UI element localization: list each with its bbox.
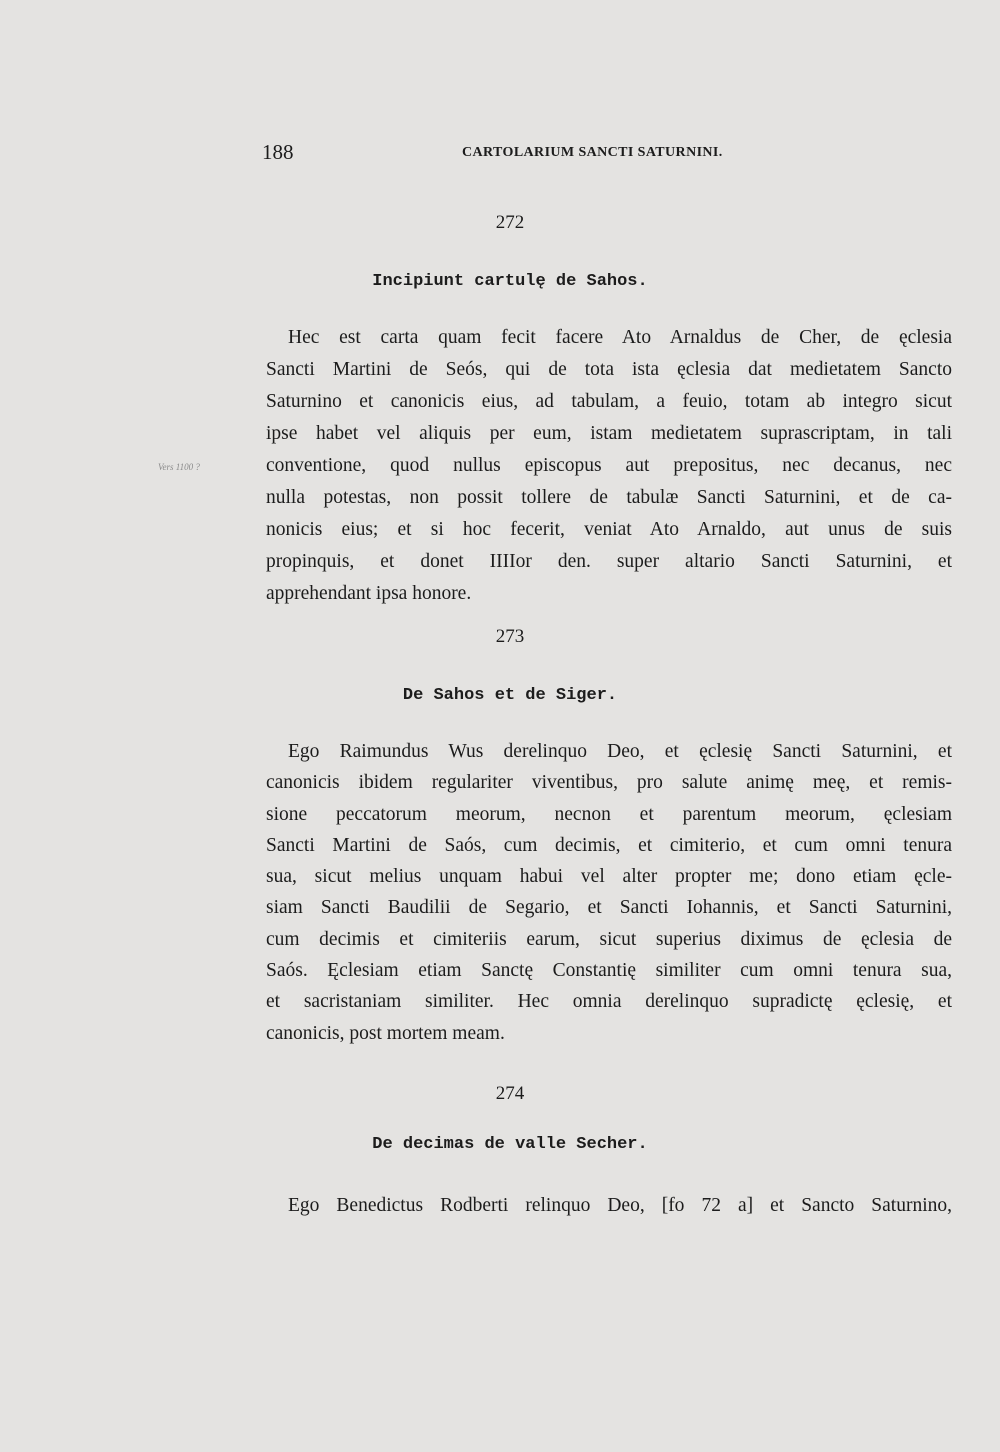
entry-heading: De Sahos et de Siger. [402,686,618,705]
text-line: Saós. Ęclesiam etiam Sanctę Constantię similiter cum omni tenura sua, [266,960,952,982]
entry-text [266,736,952,1049]
text-line: Hec est carta quam fecit facere Ato Arnaldus de Cher, de ęclesia [288,327,952,348]
text-line: apprehendant ipsa honore. [266,583,472,604]
text-line: canonicis ibidem regulariter viventibus, pro salute animę meę, et remis- [266,772,952,794]
page-number: 188 [262,140,294,164]
running-title: CARTOLARIUM SANCTI SATURNINI. [462,145,723,160]
bleed-through-text [268,178,958,202]
text-line: Sancti Martini de Saós, cum decimis, et cimiterio, et cum omni tenura [266,834,952,856]
text-line: Sancti Martini de Seós, qui de tota ista ęclesia dat medietatem Sancto [266,359,952,380]
text-line: sua, sicut melius unquam habui vel alter propter me; dono etiam ęcle- [266,866,952,888]
text-line: nulla potestas, non possit tollere de tabulæ Sancti Saturnini, et de ca- [266,487,952,508]
text-line: Ego Benedictus Rodberti relinquo Deo, [fo 72 a] et Sancto Saturnino, [288,1195,952,1216]
entry-text [266,1190,952,1222]
text-line: conventione, quod nullus episcopus aut prepositus, nec decanus, nec [266,455,952,476]
entry-number: 272 [495,212,525,233]
text-line: et sacristaniam similiter. Hec omnia derelinquo supradictę ęclesię, et [266,991,952,1013]
entry-number: 274 [495,1083,525,1104]
entry-text [266,322,952,610]
text-line: cum decimis et cimiteriis earum, sicut superius diximus de ęclesia de [266,928,952,950]
text-line: Ego Raimundus Wus derelinquo Deo, et ęclesię Sancti Saturnini, et [288,741,952,762]
text-line: canonicis, post mortem meam. [266,1022,505,1044]
entry-heading: De decimas de valle Secher. [372,1135,648,1154]
running-header [262,140,752,170]
entry-number: 273 [495,626,525,647]
text-line: Saturnino et canonicis eius, ad tabulam, a feuio, totam ab integro sicut [266,391,952,412]
text-line: sione peccatorum meorum, necnon et parentum meorum, ęclesiam [266,803,952,825]
text-line: siam Sancti Baudilii de Segario, et Sancti Iohannis, et Sancti Saturnini, [266,897,952,919]
text-line: propinquis, et donet IIIIor den. super altario Sancti Saturnini, et [266,551,952,572]
text-line: ipse habet vel aliquis per eum, istam medietatem suprascriptam, in tali [266,423,952,444]
text-line: nonicis eius; et si hoc fecerit, veniat Ato Arnaldo, aut unus de suis [266,519,952,540]
entry-heading: Incipiunt cartulę de Sahos. [372,272,648,291]
margin-note: Vers 1100 ? [158,462,200,472]
